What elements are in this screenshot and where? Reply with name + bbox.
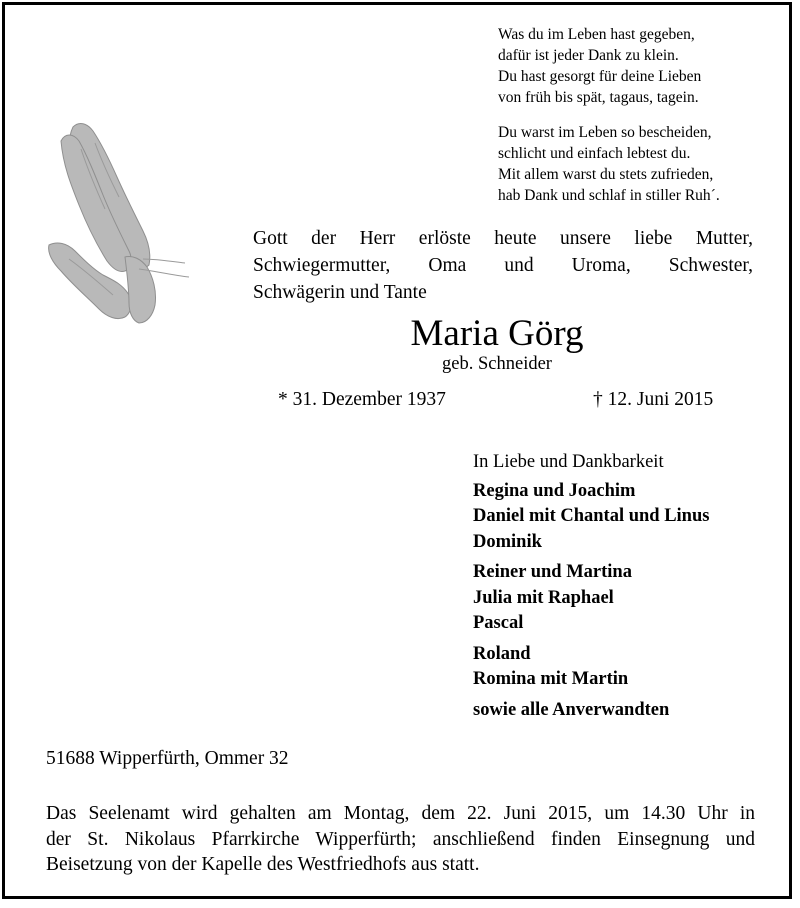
mourner-group <box>473 698 709 724</box>
mourner-name: Dominik <box>473 531 542 552</box>
mourner-name: Roland <box>473 643 531 664</box>
poem-line: Du hast gesorgt für deine Lieben <box>498 68 702 85</box>
poem-line: Was du im Leben hast gegeben, <box>498 26 695 43</box>
mourners-lead: In Liebe und Dankbarkeit <box>473 452 664 472</box>
poem-stanza-2 <box>498 122 720 206</box>
death-date: † 12. Juni 2015 <box>593 389 714 410</box>
mourner-name: Reiner und Martina <box>473 562 632 582</box>
mourner-name: sowie alle Anverwandten <box>473 699 670 720</box>
announcement-line: Schwägerin und Tante <box>253 282 427 303</box>
poem-stanza-1 <box>498 24 701 108</box>
mourner-group <box>473 642 709 693</box>
deceased-name: Maria Görg <box>410 313 584 354</box>
service-line: der St. Nikolaus Pfarrkirche Wipperfürth; anschließend finden Einsegnung und <box>46 828 755 850</box>
mourner-name: Julia mit Raphael <box>473 587 614 608</box>
poem-line: von früh bis spät, tagaus, tagein. <box>498 89 699 106</box>
praying-hands-icon <box>43 119 193 329</box>
announcement-text <box>253 225 753 306</box>
service-line: Beisetzung von der Kapelle des Westfriedhofs aus statt. <box>46 854 480 875</box>
service-line: Das Seelenamt wird gehalten am Montag, dem 22. Juni 2015, um 14.30 Uhr in <box>46 803 755 824</box>
poem-line: dafür ist jeder Dank zu klein. <box>498 47 679 64</box>
poem-line: Du warst im Leben so bescheiden, <box>498 124 712 141</box>
mourner-group <box>473 479 709 556</box>
birth-name: geb. Schneider <box>442 354 552 374</box>
announcement-line: Schwiegermutter, Oma und Uroma, Schwester, <box>253 255 753 276</box>
mourner-name: Regina und Joachim <box>473 480 636 501</box>
announcement-line: Gott der Herr erlöste heute unsere liebe Mutter, <box>253 228 753 249</box>
mourner-name: Romina mit Martin <box>473 669 629 689</box>
mourner-name: Daniel mit Chantal und Linus <box>473 506 710 526</box>
obituary-frame <box>2 2 792 899</box>
birth-date: * 31. Dezember 1937 <box>278 389 446 410</box>
address: 51688 Wipperfürth, Ommer 32 <box>46 748 289 769</box>
service-info <box>46 801 755 878</box>
poem-line: schlicht und einfach lebtest du. <box>498 145 691 162</box>
poem-line: Mit allem warst du stets zufrieden, <box>498 166 714 183</box>
poem-line: hab Dank und schlaf in stiller Ruh´. <box>498 187 720 204</box>
mourners-list <box>473 450 709 728</box>
mourner-group <box>473 560 709 637</box>
mourner-name: Pascal <box>473 613 524 633</box>
